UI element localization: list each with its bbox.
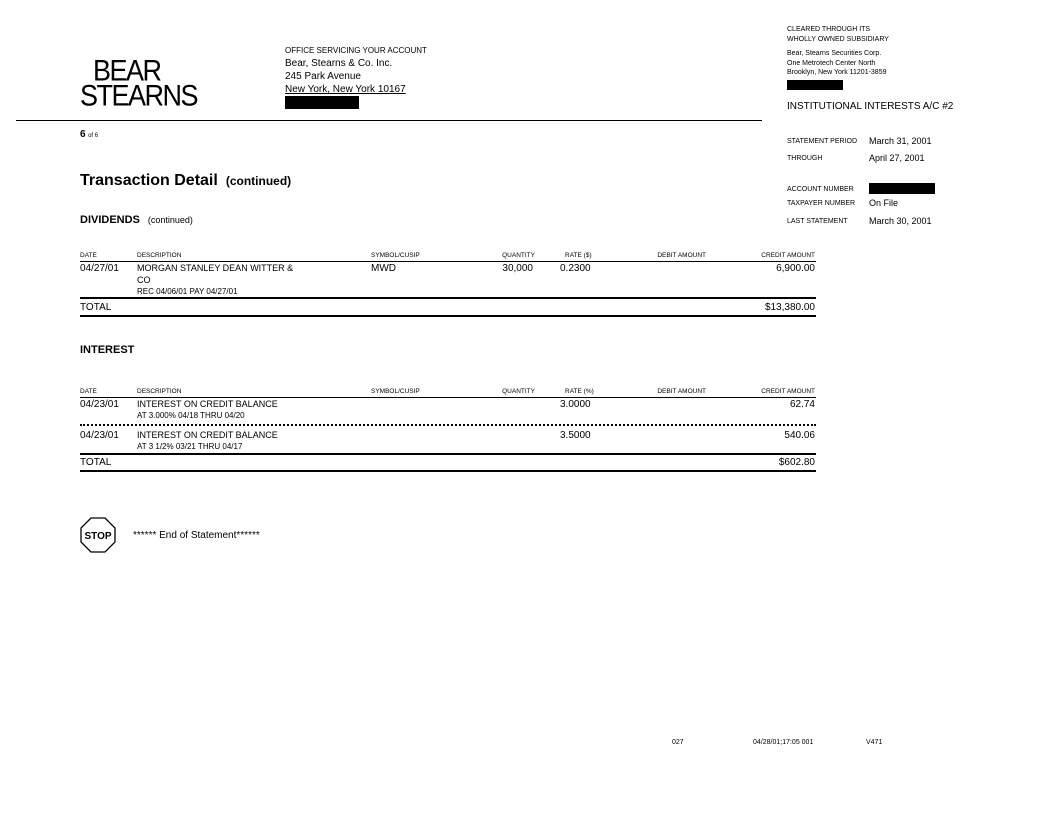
footer-timestamp: 04/28/01;17:05 001 bbox=[753, 739, 814, 746]
header-rule bbox=[80, 397, 816, 398]
info-label: LAST STATEMENT bbox=[787, 218, 848, 225]
office-address-block bbox=[285, 44, 427, 109]
row-symbol: MWD bbox=[371, 263, 396, 274]
clearing-block bbox=[787, 25, 889, 90]
redacted-box bbox=[787, 80, 843, 90]
statement-period-row bbox=[787, 136, 932, 146]
info-label: TAXPAYER NUMBER bbox=[787, 200, 856, 207]
col-rate: RATE (%) bbox=[565, 388, 594, 395]
account-number-row bbox=[787, 186, 854, 193]
col-date: DATE bbox=[80, 388, 97, 395]
bear-stearns-logo bbox=[80, 54, 210, 113]
row-rate: 3.0000 bbox=[560, 399, 591, 410]
total-value: $13,380.00 bbox=[764, 302, 815, 313]
total-rule-top bbox=[80, 297, 816, 299]
clearing-corp: Bear, Stearns Securities Corp. bbox=[787, 50, 882, 57]
total-label: TOTAL bbox=[80, 457, 112, 468]
row-desc-2: AT 3 1/2% 03/21 THRU 04/17 bbox=[137, 442, 243, 451]
stop-sign-icon bbox=[80, 517, 116, 553]
col-credit: CREDIT AMOUNT bbox=[761, 388, 815, 395]
dividends-heading bbox=[80, 214, 193, 226]
redacted-box bbox=[285, 96, 359, 109]
header-divider bbox=[16, 120, 762, 121]
clearing-line-2: WHOLLY OWNED SUBSIDIARY bbox=[787, 35, 889, 43]
row-date: 04/23/01 bbox=[80, 430, 119, 441]
col-credit: CREDIT AMOUNT bbox=[761, 252, 815, 259]
logo-line-2: STEARNS bbox=[80, 79, 198, 113]
dividends-continued: (continued) bbox=[147, 215, 193, 225]
col-debit: DEBIT AMOUNT bbox=[657, 252, 706, 259]
row-quantity: 30,000 bbox=[502, 263, 533, 274]
row-credit: 6,900.00 bbox=[776, 263, 815, 274]
clearing-city: Brooklyn, New York 11201-3859 bbox=[787, 69, 887, 76]
title-continued: (continued) bbox=[225, 174, 292, 188]
row-desc-2: CO bbox=[137, 275, 151, 285]
info-label: STATEMENT PERIOD bbox=[787, 138, 858, 145]
through-row bbox=[787, 153, 925, 163]
col-quantity: QUANTITY bbox=[502, 388, 535, 395]
total-rule-top bbox=[80, 453, 816, 455]
total-rule-bottom bbox=[80, 315, 816, 317]
info-value: On File bbox=[869, 198, 899, 208]
col-rate: RATE ($) bbox=[565, 252, 592, 259]
row-desc-3: REC 04/06/01 PAY 04/27/01 bbox=[137, 287, 238, 296]
last-statement-row bbox=[787, 216, 932, 226]
row-desc-1: INTEREST ON CREDIT BALANCE bbox=[137, 399, 278, 409]
row-date: 04/27/01 bbox=[80, 263, 119, 274]
col-description: DESCRIPTION bbox=[137, 388, 182, 395]
col-symbol: SYMBOL/CUSIP bbox=[371, 252, 420, 259]
info-label: THROUGH bbox=[787, 155, 823, 162]
page-number bbox=[80, 129, 98, 140]
row-desc-1: INTEREST ON CREDIT BALANCE bbox=[137, 430, 278, 440]
page-title bbox=[80, 172, 291, 190]
end-of-statement: ****** End of Statement****** bbox=[133, 530, 260, 541]
col-quantity: QUANTITY bbox=[502, 252, 535, 259]
office-city: New York, New York 10167 bbox=[285, 84, 406, 95]
header-rule bbox=[80, 261, 816, 262]
page-current: 6 bbox=[80, 129, 86, 140]
row-credit: 62.74 bbox=[789, 399, 815, 410]
dividends-heading-text: DIVIDENDS bbox=[80, 214, 140, 226]
row-rate: 3.5000 bbox=[560, 430, 591, 441]
col-debit: DEBIT AMOUNT bbox=[657, 388, 706, 395]
clearing-line-1: CLEARED THROUGH ITS bbox=[787, 26, 871, 33]
col-description: DESCRIPTION bbox=[137, 252, 182, 259]
page-of: of 6 bbox=[88, 133, 99, 139]
footer-code: 027 bbox=[672, 739, 684, 746]
info-label: ACCOUNT NUMBER bbox=[787, 186, 854, 193]
redacted-box bbox=[869, 183, 935, 194]
row-credit: 540.06 bbox=[784, 430, 815, 441]
info-value: March 30, 2001 bbox=[869, 216, 932, 226]
row-separator bbox=[80, 424, 816, 426]
info-value: April 27, 2001 bbox=[869, 153, 925, 163]
row-desc-1: MORGAN STANLEY DEAN WITTER & bbox=[137, 263, 294, 273]
stop-label: STOP bbox=[84, 531, 112, 542]
office-header: OFFICE SERVICING YOUR ACCOUNT bbox=[285, 46, 427, 55]
account-name: INSTITUTIONAL INTERESTS A/C #2 bbox=[787, 101, 954, 112]
col-symbol: SYMBOL/CUSIP bbox=[371, 388, 420, 395]
clearing-street: One Metrotech Center North bbox=[787, 59, 876, 67]
interest-heading: INTEREST bbox=[80, 344, 135, 356]
office-street: 245 Park Avenue bbox=[285, 71, 361, 82]
total-rule-bottom bbox=[80, 470, 816, 472]
row-date: 04/23/01 bbox=[80, 399, 119, 410]
info-value: March 31, 2001 bbox=[869, 136, 932, 146]
office-name: Bear, Stearns & Co. Inc. bbox=[285, 58, 393, 69]
logo-line-1: BEAR bbox=[93, 54, 161, 88]
row-rate: 0.2300 bbox=[560, 263, 591, 274]
row-desc-2: AT 3.000% 04/18 THRU 04/20 bbox=[137, 411, 245, 420]
col-date: DATE bbox=[80, 252, 97, 259]
taxpayer-number-row bbox=[787, 198, 899, 208]
total-label: TOTAL bbox=[80, 302, 112, 313]
title-main: Transaction Detail bbox=[80, 172, 218, 189]
footer-version: V471 bbox=[866, 739, 883, 746]
total-value: $602.80 bbox=[778, 457, 815, 468]
